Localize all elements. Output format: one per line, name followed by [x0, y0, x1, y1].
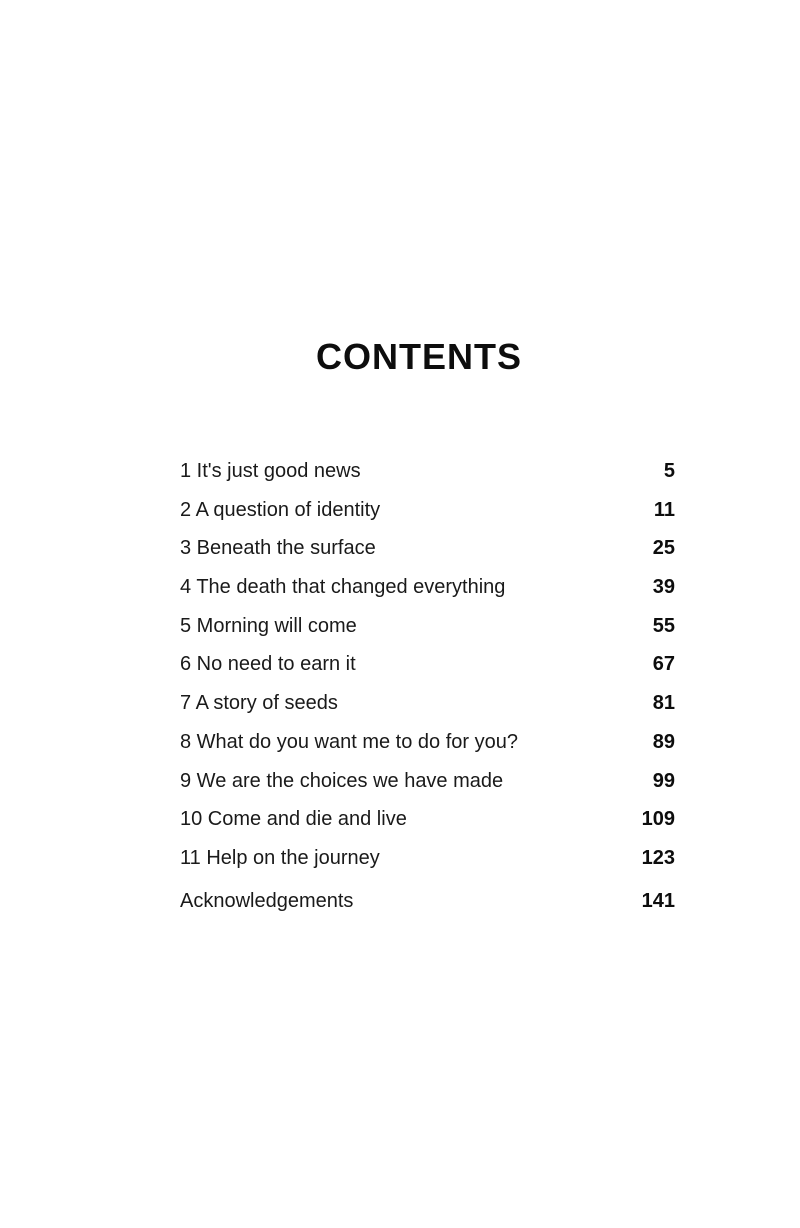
- toc-entry-page-number: 89: [652, 730, 675, 753]
- toc-entry-title: 6 No need to earn it: [180, 653, 356, 676]
- toc-entry-title: 5 Morning will come: [180, 614, 357, 637]
- toc-entry-page-number: 25: [652, 537, 675, 560]
- toc-entry-title: 10 Come and die and live: [180, 808, 407, 831]
- toc-entry[interactable]: [180, 653, 675, 692]
- toc-entry-page-number: 5: [663, 460, 675, 482]
- toc-entry[interactable]: [180, 537, 675, 576]
- toc-entry-page-number: 123: [641, 846, 675, 869]
- toc-entry-title: Acknowledgements: [180, 889, 354, 912]
- toc-entry-page-number: 55: [652, 614, 675, 637]
- toc-entry[interactable]: [180, 731, 675, 770]
- toc-entry-title: 4 The death that changed everything: [180, 576, 506, 599]
- table-of-contents: [180, 460, 675, 928]
- toc-entry-page-number: 39: [652, 576, 675, 599]
- toc-entry-title: 2 A question of identity: [180, 498, 381, 521]
- toc-entry-page-number: 109: [641, 808, 675, 831]
- toc-entry-page-number: 11: [653, 498, 675, 521]
- toc-entry[interactable]: [180, 576, 675, 615]
- toc-entry-title: 1 It's just good news: [180, 460, 361, 482]
- page-title: CONTENTS: [316, 336, 522, 377]
- toc-entry-page-number: 99: [652, 769, 675, 792]
- toc-entry-title: 7 A story of seeds: [180, 692, 338, 715]
- toc-entry-page-number: 67: [652, 653, 675, 676]
- toc-entry-page-number: 81: [652, 692, 675, 715]
- toc-entry[interactable]: [180, 615, 675, 654]
- toc-entry[interactable]: [180, 847, 675, 886]
- toc-entry-acknowledgements[interactable]: [180, 890, 675, 929]
- toc-entry[interactable]: [180, 499, 675, 538]
- toc-entry[interactable]: [180, 808, 675, 847]
- toc-entry-title: 3 Beneath the surface: [180, 537, 376, 560]
- toc-entry-title: 9 We are the choices we have made: [180, 769, 504, 792]
- toc-entry-title: 11 Help on the journey: [180, 846, 380, 869]
- toc-entry[interactable]: [180, 770, 675, 809]
- toc-entry-page-number: 141: [641, 889, 675, 912]
- toc-entry[interactable]: [180, 460, 675, 499]
- toc-entry-title: 8 What do you want me to do for you?: [180, 730, 518, 753]
- toc-entry[interactable]: [180, 692, 675, 731]
